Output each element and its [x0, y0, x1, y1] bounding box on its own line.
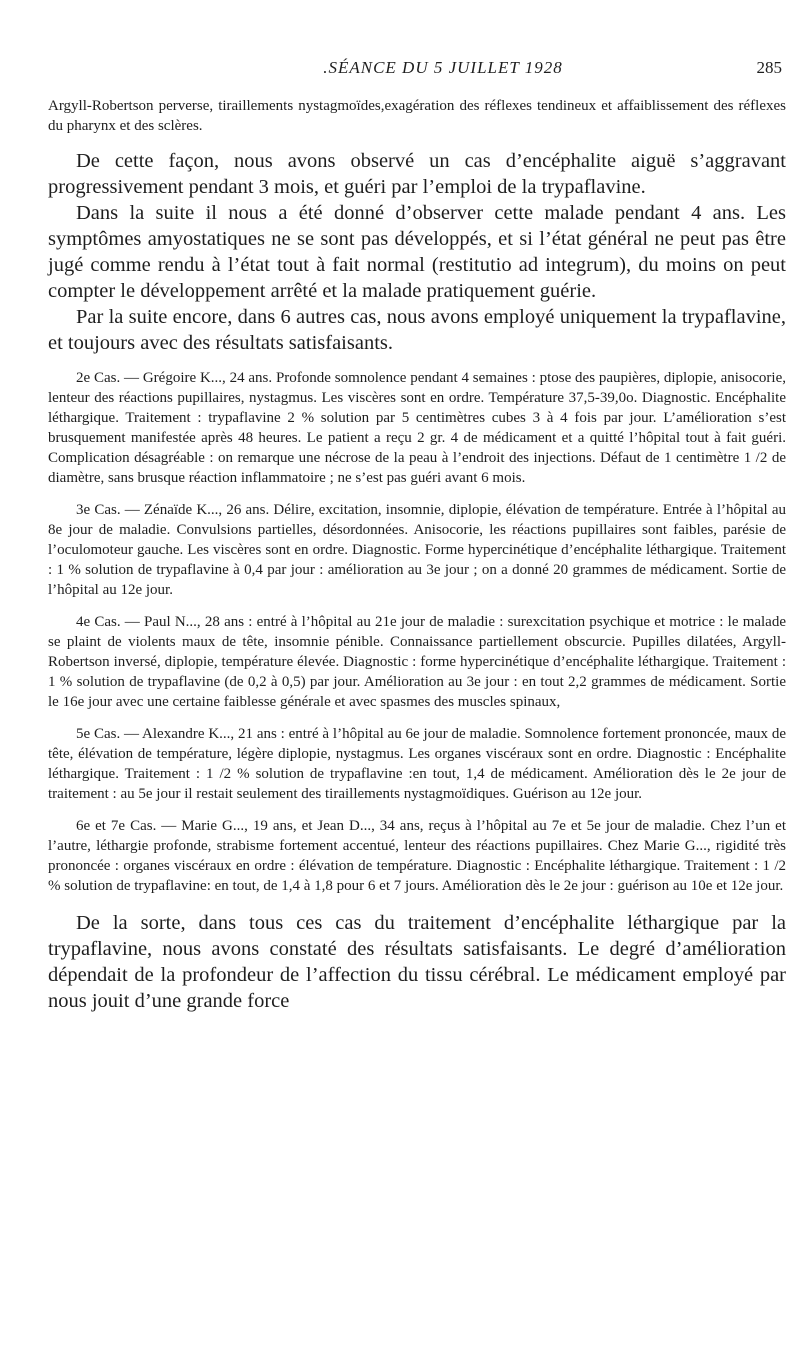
case-6-7: 6e et 7e Cas. — Marie G..., 19 ans, et Jean D..., 34 ans, reçus à l’hôpital au 7e et 5e jour de maladie. Chez l’un et l’autre, léthargie profonde, strabisme fortement accentué, lenteur des réactions pupillaires. Chez Marie G..., rigidité très prononcée : organes viscéraux en ordre : élévation de température. Diagnostic : Encéphalite léthargique. Traitement : 1 /2 % solution de trypaflavine: en tout, de 1,4 à 1,8 pour 6 et 7 jours. Amélioration dès le 2e jour : guérison au 10e et 12e jour.	[48, 818, 786, 894]
paragraph-continuation: Argyll-Robertson perverse, tiraillements nystagmoïdes,exagération des réflexes tendineux et affaiblissement des réflexes du pharynx et des sclères.	[48, 98, 786, 134]
paragraph-conclusion: De la sorte, dans tous ces cas du traitement d’encéphalite léthargique par la trypaflavine, nous avons constaté des résultats satisfaisants. Le degré d’amélioration dépendait de la profondeur de l’affection du tissu cérébral. Le médicament employé par nous jouit d’une grande force	[48, 912, 786, 1012]
page-body	[48, 96, 786, 1014]
paragraph-observation: De cette façon, nous avons observé un cas d’encéphalite aiguë s’aggravant progressivement pendant 3 mois, et guéri par l’emploi de la trypaflavine.	[48, 150, 786, 198]
case-5: 5e Cas. — Alexandre K..., 21 ans : entré à l’hôpital au 6e jour de maladie. Somnolence fortement prononcée, maux de tête, élévation de température, légère diplopie, nystagmus. Les organes viscéraux sont en ordre. Diagnostic : Encéphalite léthargique. Traitement : 1 /2 % solution de trypaflavine :en tout, 1,4 de médicament. Amélioration dès le 2e jour de traitement : au 5e jour il restait seulement des tiraillements nystagmoïdiques. Guérison au 12e jour.	[48, 726, 786, 802]
paragraph-follow-up: Dans la suite il nous a été donné d’observer cette malade pendant 4 ans. Les symptômes amyostatiques ne se sont pas développés, et si l’état général ne peut pas être jugé comme rendu à l’état tout à fait normal (restitutio ad integrum), du moins on peut compter le développement arrêté et la malade pratiquement guérie.	[48, 202, 786, 302]
case-2: 2e Cas. — Grégoire K..., 24 ans. Profonde somnolence pendant 4 semaines : ptose des paupières, diplopie, anisocorie, lenteur des réactions pupillaires, nystagmus. Les viscères sont en ordre. Température 37,5-39,0o. Diagnostic. Encéphalite léthargique. Traitement : trypaflavine 2 % solution par 5 centimètres cubes 3 à 4 fois par jour. L’amélioration s’est brusquement manifestée après 48 heures. Le patient a reçu 2 gr. 4 de médicament et a quitté l’hôpital tout à fait guéri. Complication désagréable : on remarque une nécrose de la peau à l’endroit des injections. Défaut de 1 centimètre 1 /2 de diamètre, sans brusque réaction inflammatoire ; ne s’est pas guéri avant 6 mois.	[48, 370, 786, 486]
paragraph-other-cases: Par la suite encore, dans 6 autres cas, nous avons employé uniquement la trypaflavine, et toujours avec des résultats satisfaisants.	[48, 306, 786, 354]
running-title: .SÉANCE DU 5 JUILLET 1928	[323, 58, 563, 77]
page-header	[48, 58, 788, 88]
page-number: 285	[756, 58, 782, 77]
case-3: 3e Cas. — Zénaïde K..., 26 ans. Délire, excitation, insomnie, diplopie, élévation de température. Entrée à l’hôpital au 8e jour de maladie. Convulsions partielles, désordonnées. Anisocorie, les réactions pupillaires sont faibles, parésie de l’oculomoteur gauche. Les viscères sont en ordre. Diagnostic. Forme hypercinétique d’encéphalite léthargique. Traitement : 1 % solution de trypaflavine à 0,4 par jour : amélioration au 3e jour ; on a donné 20 grammes de médicament. Sortie de l’hôpital au 12e jour.	[48, 502, 786, 598]
case-4: 4e Cas. — Paul N..., 28 ans : entré à l’hôpital au 21e jour de maladie : surexcitation psychique et motrice : le malade se plaint de violents maux de tête, insomnie pénible. Connaissance partiellement obscurcie. Pupilles dilatées, Argyll-Robertson inversé, diplopie, température élevée. Diagnostic : forme hypercinétique d’encéphalite léthargique. Traitement : 1 % solution de trypaflavine (de 0,2 à 0,5) par jour. Amélioration au 3e jour : en tout 2,2 grammes de médicament. Sortie le 16e jour avec une certaine faiblesse générale et avec spasmes des muscles spinaux,	[48, 614, 786, 710]
